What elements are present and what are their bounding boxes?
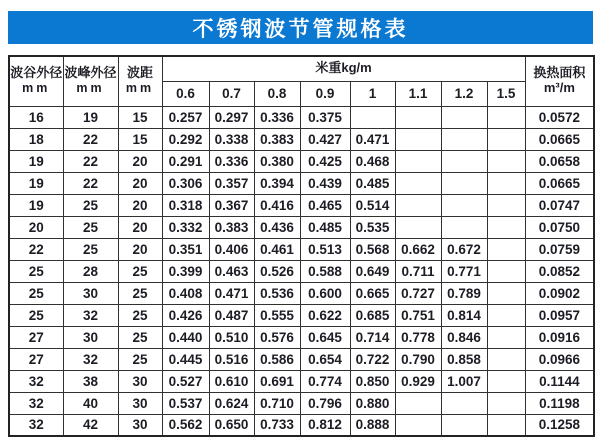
table-cell: 25	[118, 348, 162, 370]
table-cell: 0.665	[350, 282, 395, 304]
table-cell: 0.650	[209, 414, 254, 436]
table-cell	[441, 414, 487, 436]
table-cell: 0.711	[395, 260, 441, 282]
header-weight-col-2: 0.7	[209, 81, 254, 106]
table-cell: 0.336	[209, 150, 254, 172]
header-weight-col-5: 1	[350, 81, 395, 106]
table-cell	[395, 414, 441, 436]
table-cell	[487, 348, 525, 370]
table-cell: 0.576	[254, 326, 300, 348]
table-cell: 0.426	[162, 304, 209, 326]
table-cell: 0.751	[395, 304, 441, 326]
header-weight-col-3: 0.8	[254, 81, 300, 106]
table-cell: 0.297	[209, 106, 254, 128]
table-cell: 22	[63, 172, 118, 194]
table-cell: 0.880	[350, 392, 395, 414]
table-cell: 0.471	[209, 282, 254, 304]
table-cell: 0.685	[350, 304, 395, 326]
table-cell: 19	[63, 106, 118, 128]
table-cell: 0.406	[209, 238, 254, 260]
table-cell: 0.774	[300, 370, 350, 392]
table-cell: 0.440	[162, 326, 209, 348]
table-cell	[441, 194, 487, 216]
header-heat-area-label: 换热面积	[533, 65, 586, 81]
table-cell	[441, 128, 487, 150]
header-valley-od-label: 波谷外径	[10, 65, 63, 81]
table-cell: 0.0658	[525, 150, 594, 172]
header-weight-col-7: 1.2	[441, 81, 487, 106]
table-cell	[395, 216, 441, 238]
table-cell	[487, 414, 525, 436]
header-row-top	[9, 56, 594, 81]
table-row	[9, 348, 594, 370]
table-cell	[487, 194, 525, 216]
table-cell: 0.0665	[525, 128, 594, 150]
table-cell: 0.600	[300, 282, 350, 304]
header-weight-col-6: 1.1	[395, 81, 441, 106]
table-cell	[441, 150, 487, 172]
table-cell: 0.468	[350, 150, 395, 172]
table-cell	[487, 282, 525, 304]
table-cell	[441, 106, 487, 128]
table-cell: 0.487	[209, 304, 254, 326]
table-cell: 0.0852	[525, 260, 594, 282]
table-cell: 0.510	[209, 326, 254, 348]
table-cell: 0.1198	[525, 392, 594, 414]
table-cell: 32	[9, 392, 63, 414]
table-cell: 0.394	[254, 172, 300, 194]
table-cell: 20	[118, 238, 162, 260]
table-cell: 19	[9, 194, 63, 216]
table-cell: 30	[118, 392, 162, 414]
table-cell: 0.527	[162, 370, 209, 392]
table-row	[9, 326, 594, 348]
table-cell: 0.0916	[525, 326, 594, 348]
table-cell: 0.257	[162, 106, 209, 128]
header-weight-col-8: 1.5	[487, 81, 525, 106]
table-cell: 18	[9, 128, 63, 150]
table-cell: 0.514	[350, 194, 395, 216]
table-cell: 30	[63, 326, 118, 348]
table-cell: 22	[63, 128, 118, 150]
table-cell	[395, 128, 441, 150]
table-cell: 0.846	[441, 326, 487, 348]
table-header	[9, 56, 594, 106]
table-cell: 0.796	[300, 392, 350, 414]
table-cell	[487, 238, 525, 260]
header-heat-area	[525, 56, 594, 106]
table-cell: 0.691	[254, 370, 300, 392]
table-cell: 42	[63, 414, 118, 436]
table-cell: 0.436	[254, 216, 300, 238]
table-cell: 32	[9, 414, 63, 436]
table-cell: 25	[118, 304, 162, 326]
table-cell: 0.672	[441, 238, 487, 260]
header-valley-od	[9, 56, 63, 106]
table-cell: 40	[63, 392, 118, 414]
spec-table	[8, 55, 595, 437]
table-cell: 0.610	[209, 370, 254, 392]
table-cell	[487, 172, 525, 194]
table-cell: 0.351	[162, 238, 209, 260]
table-row	[9, 238, 594, 260]
table-cell: 0.461	[254, 238, 300, 260]
header-pitch	[118, 56, 162, 106]
page-title: 不锈钢波节管规格表	[192, 17, 409, 41]
table-cell: 30	[63, 282, 118, 304]
header-weight-col-4: 0.9	[300, 81, 350, 106]
table-cell: 32	[63, 304, 118, 326]
table-cell: 0.445	[162, 348, 209, 370]
header-pitch-label: 波距	[126, 65, 153, 81]
table-cell: 0.485	[300, 216, 350, 238]
header-peak-od-label: 波峰外径	[64, 65, 117, 81]
table-cell: 0.789	[441, 282, 487, 304]
table-cell: 25	[9, 304, 63, 326]
table-row	[9, 260, 594, 282]
table-cell	[395, 194, 441, 216]
table-row	[9, 392, 594, 414]
table-cell: 0.439	[300, 172, 350, 194]
table-cell: 0.858	[441, 348, 487, 370]
table-cell: 25	[9, 282, 63, 304]
table-cell: 0.814	[441, 304, 487, 326]
table-cell: 0.471	[350, 128, 395, 150]
table-cell: 0.332	[162, 216, 209, 238]
header-heat-area-unit: m³/m	[543, 80, 575, 96]
table-cell: 0.0966	[525, 348, 594, 370]
table-cell: 15	[118, 128, 162, 150]
table-cell: 38	[63, 370, 118, 392]
table-cell: 0.790	[395, 348, 441, 370]
table-cell: 0.537	[162, 392, 209, 414]
table-cell	[441, 392, 487, 414]
table-cell: 32	[9, 370, 63, 392]
table-row	[9, 216, 594, 238]
table-cell: 0.338	[209, 128, 254, 150]
table-cell: 0.375	[300, 106, 350, 128]
table-cell: 0.427	[300, 128, 350, 150]
table-cell: 0.465	[300, 194, 350, 216]
header-weight-group: 米重kg/m	[162, 56, 525, 81]
table-cell: 25	[63, 238, 118, 260]
table-row	[9, 150, 594, 172]
table-cell: 20	[118, 172, 162, 194]
table-cell: 0.516	[209, 348, 254, 370]
table-cell: 25	[118, 282, 162, 304]
table-row	[9, 282, 594, 304]
table-cell: 30	[118, 414, 162, 436]
table-cell: 27	[9, 348, 63, 370]
table-title-banner	[8, 11, 593, 44]
table-cell	[487, 106, 525, 128]
table-row	[9, 172, 594, 194]
table-cell: 0.513	[300, 238, 350, 260]
table-cell: 0.425	[300, 150, 350, 172]
table-row	[9, 414, 594, 436]
table-cell: 0.722	[350, 348, 395, 370]
table-cell: 0.624	[209, 392, 254, 414]
table-cell: 22	[63, 150, 118, 172]
table-cell: 25	[118, 326, 162, 348]
table-cell: 0.383	[254, 128, 300, 150]
table-cell: 25	[63, 194, 118, 216]
table-cell: 19	[9, 150, 63, 172]
table-cell	[487, 392, 525, 414]
table-body	[9, 106, 594, 436]
table-cell: 0.463	[209, 260, 254, 282]
table-cell: 0.526	[254, 260, 300, 282]
table-cell	[441, 172, 487, 194]
table-cell: 19	[9, 172, 63, 194]
table-cell	[487, 128, 525, 150]
table-cell: 0.380	[254, 150, 300, 172]
table-cell: 0.0759	[525, 238, 594, 260]
table-cell: 0.0902	[525, 282, 594, 304]
table-cell: 0.649	[350, 260, 395, 282]
table-cell: 0.367	[209, 194, 254, 216]
table-cell: 0.416	[254, 194, 300, 216]
table-cell: 20	[9, 216, 63, 238]
table-cell: 0.710	[254, 392, 300, 414]
header-peak-od	[63, 56, 118, 106]
table-cell: 1.007	[441, 370, 487, 392]
table-cell	[487, 304, 525, 326]
table-cell: 0.0747	[525, 194, 594, 216]
table-cell: 0.485	[350, 172, 395, 194]
header-valley-od-unit: mm	[22, 81, 51, 96]
table-cell: 0.645	[300, 326, 350, 348]
table-cell: 0.778	[395, 326, 441, 348]
table-cell: 0.536	[254, 282, 300, 304]
table-cell: 0.0572	[525, 106, 594, 128]
table-cell: 0.555	[254, 304, 300, 326]
table-row	[9, 370, 594, 392]
table-cell: 28	[63, 260, 118, 282]
table-cell: 0.622	[300, 304, 350, 326]
table-cell: 16	[9, 106, 63, 128]
header-pitch-unit: mm	[125, 81, 155, 96]
table-cell: 0.654	[300, 348, 350, 370]
table-cell: 0.812	[300, 414, 350, 436]
table-cell: 0.399	[162, 260, 209, 282]
table-cell: 30	[118, 370, 162, 392]
table-cell: 20	[118, 216, 162, 238]
table-cell: 0.733	[254, 414, 300, 436]
table-cell: 0.929	[395, 370, 441, 392]
table-cell: 0.535	[350, 216, 395, 238]
table-cell: 0.318	[162, 194, 209, 216]
table-cell: 0.771	[441, 260, 487, 282]
table-cell	[395, 172, 441, 194]
table-cell: 0.306	[162, 172, 209, 194]
table-cell: 0.850	[350, 370, 395, 392]
table-cell: 0.0957	[525, 304, 594, 326]
table-cell: 20	[118, 194, 162, 216]
table-cell: 0.568	[350, 238, 395, 260]
table-cell: 0.586	[254, 348, 300, 370]
table-cell	[350, 106, 395, 128]
table-cell: 27	[9, 326, 63, 348]
table-cell: 0.408	[162, 282, 209, 304]
table-cell: 0.0665	[525, 172, 594, 194]
table-cell: 32	[63, 348, 118, 370]
table-row	[9, 106, 594, 128]
table-cell	[487, 370, 525, 392]
table-cell: 25	[63, 216, 118, 238]
table-cell: 25	[118, 260, 162, 282]
table-cell: 0.0750	[525, 216, 594, 238]
table-cell: 0.336	[254, 106, 300, 128]
table-row	[9, 194, 594, 216]
table-cell	[487, 260, 525, 282]
table-cell: 0.588	[300, 260, 350, 282]
table-cell	[395, 150, 441, 172]
table-cell	[395, 392, 441, 414]
table-cell: 0.357	[209, 172, 254, 194]
table-cell	[487, 150, 525, 172]
table-cell: 0.727	[395, 282, 441, 304]
table-cell: 20	[118, 150, 162, 172]
table-cell	[441, 216, 487, 238]
header-peak-od-unit: mm	[76, 81, 105, 96]
table-cell: 0.1144	[525, 370, 594, 392]
table-cell: 0.662	[395, 238, 441, 260]
table-cell: 0.1258	[525, 414, 594, 436]
table-cell	[487, 326, 525, 348]
table-cell	[487, 216, 525, 238]
table-cell	[395, 106, 441, 128]
table-cell: 25	[9, 260, 63, 282]
table-cell: 0.383	[209, 216, 254, 238]
table-row	[9, 128, 594, 150]
header-weight-col-1: 0.6	[162, 81, 209, 106]
table-row	[9, 304, 594, 326]
table-cell: 15	[118, 106, 162, 128]
table-cell: 0.292	[162, 128, 209, 150]
table-cell: 0.714	[350, 326, 395, 348]
table-cell: 22	[9, 238, 63, 260]
table-cell: 0.291	[162, 150, 209, 172]
table-cell: 0.888	[350, 414, 395, 436]
table-cell: 0.562	[162, 414, 209, 436]
